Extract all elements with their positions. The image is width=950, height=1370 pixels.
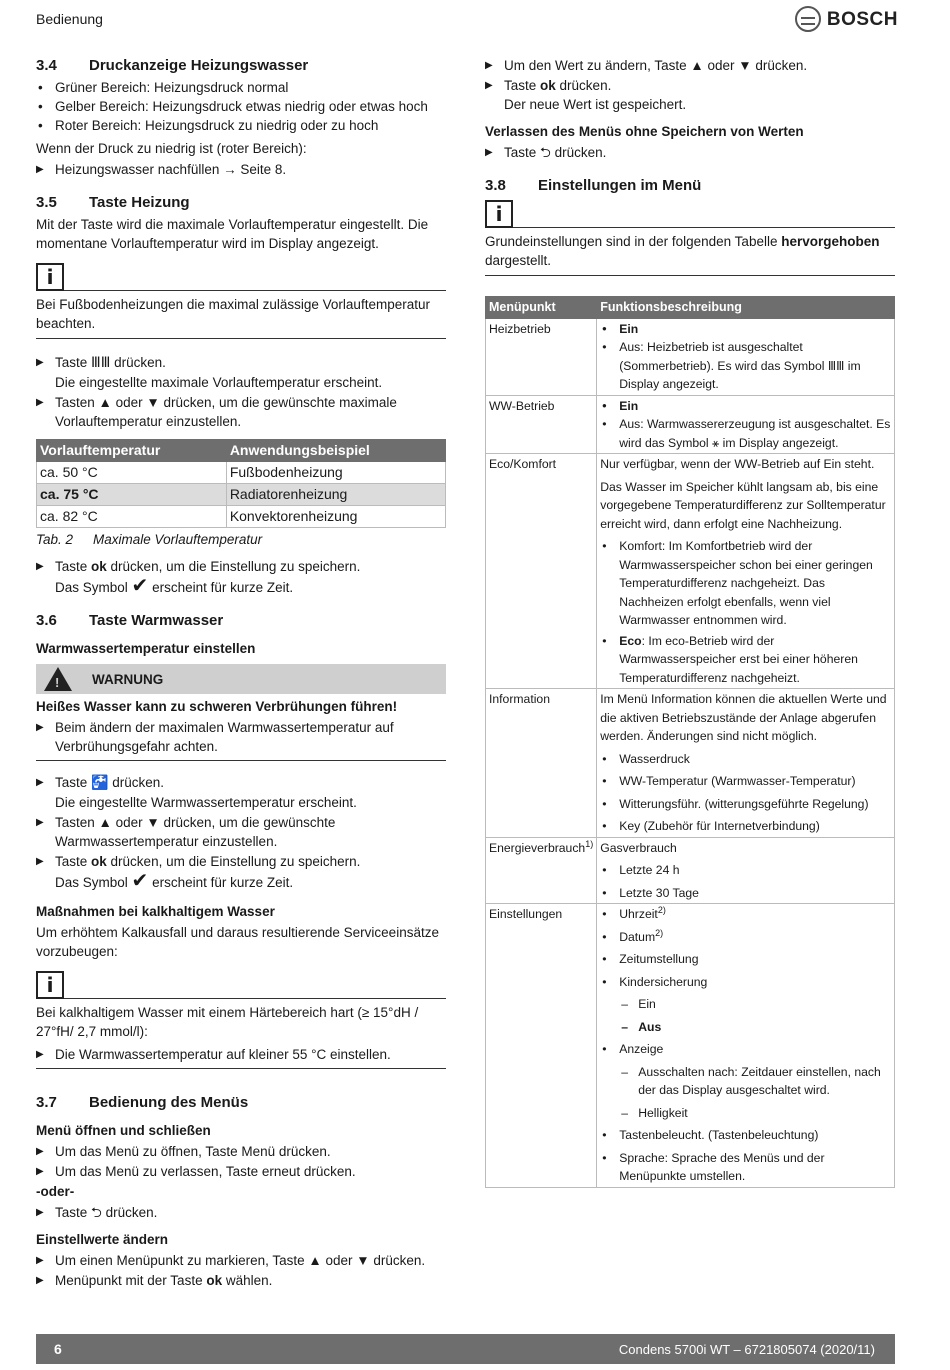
step: ▶ Taste ok drücken. Der neue Wert ist gespeichert. <box>485 76 895 114</box>
warning-triangle-icon <box>44 667 72 691</box>
page-number: 6 <box>54 1340 62 1357</box>
section-heading: 3.6 Taste Warmwasser <box>36 612 224 629</box>
paragraph: Mit der Taste wird die maximale Vorlauftemperatur eingestellt. Die momentane Vorlauftemperatur wird im Display angezeigt. <box>36 217 429 251</box>
info-text: Bei kalkhaltigem Wasser mit einem Härtebereich hart (≥ 15°dH / 27°fH/ 2,7 mmol/l): <box>36 1005 419 1039</box>
document-id: Condens 5700i WT – 6721805074 (2020/11) <box>618 1341 875 1357</box>
checkmark-icon: ✔ <box>131 868 149 892</box>
section-heading: 3.7 Bedienung des Menüs <box>36 1094 249 1111</box>
warning-title: Heißes Wasser kann zu schweren Verbrühungen führen! <box>36 699 398 714</box>
list-item: • Grüner Bereich: Heizungsdruck normal <box>36 78 446 97</box>
brand-name: BOSCH <box>826 8 898 30</box>
step: ▶ Um das Menü zu verlassen, Taste erneut drücken. <box>36 1162 446 1181</box>
info-text: Grundeinstellungen sind in der folgenden Tabelle hervorgehoben dargestellt. <box>485 234 880 268</box>
section-3-7 <box>36 1093 446 1290</box>
flow-temperature-table <box>36 439 446 528</box>
or-text: -oder- <box>36 1184 75 1199</box>
table-row: ca. 82 °C Konvektorenheizung <box>37 506 446 528</box>
subheading: Warmwassertemperatur einstellen <box>36 641 256 656</box>
step: ▶ Taste ⮌ drücken. <box>485 143 895 162</box>
left-column <box>36 56 446 1291</box>
table-caption: Tab. 2 Maximale Vorlauftemperatur <box>36 532 263 547</box>
table-row: Eco/Komfort Nur verfügbar, wenn der WW-Betrieb auf Ein steht. Das Wasser im Speicher kühlt langsam ab, bis eine vorgegebene Temperaturdifferenz zur Solltemperatur erreicht wird, dann erfolgt eine Nachheizung. • Komfort: Im Komfortbetrieb wird der Warmwasserspeicher schon bei einer geringen Temperaturdifferenz nachgeheizt. Das Nachheizen erfolgt ebenfalls, wenn viel Warmwasser entnommen wird. • Eco: Im eco-Betrieb wird der Warmwasserspeicher erst bei einer höheren Temperaturdifferenz nachgeheizt. <box>486 454 895 689</box>
step: ▶ Um den Wert zu ändern, Taste ▲ oder ▼ drücken. <box>485 56 895 75</box>
step: ▶ Tasten ▲ oder ▼ drücken, um die gewünschte maximale Vorlauftemperatur einzustellen. <box>36 393 446 431</box>
list-item: • Roter Bereich: Heizungsdruck zu niedrig oder zu hoch <box>36 116 446 135</box>
paragraph: Um erhöhtem Kalkausfall und daraus resultierende Serviceeinsätze vorzubeugen: <box>36 925 439 959</box>
subheading: Einstellwerte ändern <box>36 1232 169 1247</box>
bosch-armature-icon <box>795 6 821 32</box>
section-heading: 3.4 Druckanzeige Heizungswasser <box>36 57 309 74</box>
section-3-4 <box>36 56 446 179</box>
subheading: Menü öffnen und schließen <box>36 1123 211 1138</box>
step: ▶ Tasten ▲ oder ▼ drücken, um die gewünschte Warmwassertemperatur einzustellen. <box>36 813 446 851</box>
table-row: ca. 75 °C Radiatorenheizung <box>37 484 446 506</box>
table-row: WW-Betrieb • Ein • Aus: Warmwassererzeugung ist ausgeschaltet. Es wird das Symbol ⚹ im Display angezeigt. <box>486 395 895 454</box>
table-header: Vorlauftemperatur <box>37 440 227 462</box>
warning-banner: ! WARNUNG <box>36 664 446 694</box>
step: ▶ Taste ⅢⅢ drücken. Die eingestellte maximale Vorlauftemperatur erscheint. <box>36 353 446 392</box>
step: ▶ Menüpunkt mit der Taste ok wählen. <box>36 1271 446 1290</box>
info-icon: i <box>36 263 64 291</box>
table-row: Energieverbrauch$^{1)}$ Gasverbrauch • Letzte 24 h • Letzte 30 Tage <box>486 837 895 904</box>
step: ▶ Beim ändern der maximalen Warmwassertemperatur auf Verbrühungsgefahr achten. <box>36 718 446 756</box>
step: ▶ Heizungswasser nachfüllen → Seite 8. <box>36 160 446 179</box>
table-row: Information Im Menü Information können die aktuellen Werte und die aktiven Betriebszustände der Anlage abgerufen werden. Änderungen sind nicht möglich. • Wasserdruck • WW-Temperatur (Warmwasser-Temperatur) • Witterungsführ. (witterungsgeführte Regelung) • Key (Zubehör für Internetverbindung) <box>486 689 895 838</box>
info-icon: i <box>36 971 64 999</box>
radiator-icon: ⅢⅢ <box>827 358 845 373</box>
pressure-bullets <box>36 78 446 135</box>
bosch-logo <box>795 6 898 32</box>
section-heading: 3.5 Taste Heizung <box>36 194 190 211</box>
tap-icon: 🚰 <box>91 775 109 791</box>
subheading: Verlassen des Menüs ohne Speichern von Werten <box>485 124 804 139</box>
menu-settings-table <box>485 296 895 1188</box>
table-row: Einstellungen • Uhrzeit$^{2)}$ • Datum$^{2)}$ • Zeitumstellung • Kindersicherung – Ein – Aus • Anzeige – Ausschalten nach: Zeitdauer einstellen, nach der das Display ausgeschaltet wird. – Helligkeit • Tastenbeleucht. (Tastenbeleuchtung) • Sprache: Sprache des Menüs und der Menüpunkte umstellen. <box>486 904 895 1188</box>
table-header: Menüpunkt <box>486 297 597 319</box>
section-3-8 <box>485 176 895 1188</box>
step: ▶ Taste ok drücken, um die Einstellung zu speichern. Das Symbol ✔ erscheint für kurze Zeit. <box>36 852 446 892</box>
table-row: Heizbetrieb • Ein • Aus: Heizbetrieb ist ausgeschaltet (Sommerbetrieb). Es wird das Symbol ⅢⅢ im Display angezeigt. <box>486 318 895 395</box>
table-header: Funktionsbeschreibung <box>597 297 895 319</box>
table-row: ca. 50 °C Fußbodenheizung <box>37 462 446 484</box>
list-item: • Gelber Bereich: Heizungsdruck etwas niedrig oder etwas hoch <box>36 97 446 116</box>
step: ▶ Die Warmwassertemperatur auf kleiner 55 °C einstellen. <box>36 1045 446 1064</box>
section-3-5 <box>36 193 446 597</box>
subheading: Maßnahmen bei kalkhaltigem Wasser <box>36 904 275 919</box>
page-footer <box>36 1334 895 1364</box>
info-note <box>36 263 446 339</box>
section-3-6 <box>36 611 446 1069</box>
step: ▶ Um einen Menüpunkt zu markieren, Taste ▲ oder ▼ drücken. <box>36 1251 446 1270</box>
step: ▶ Taste ⮌ drücken. <box>36 1203 446 1222</box>
table-header: Anwendungsbeispiel <box>226 440 445 462</box>
info-note <box>485 200 895 276</box>
info-text: Bei Fußbodenheizungen die maximal zulässige Vorlauftemperatur beachten. <box>36 297 430 331</box>
step: ▶ Taste ok drücken, um die Einstellung zu speichern. Das Symbol ✔ erscheint für kurze Zeit. <box>36 557 446 597</box>
header-section-title: Bedienung <box>36 11 103 27</box>
checkmark-icon: ✔ <box>131 573 149 597</box>
tap-off-icon: ⚹ <box>712 435 720 450</box>
step: ▶ Um das Menü zu öffnen, Taste Menü drücken. <box>36 1142 446 1161</box>
radiator-icon: ⅢⅢ <box>91 355 111 371</box>
info-note <box>36 971 446 1069</box>
paragraph: Wenn der Druck zu niedrig ist (roter Bereich): <box>36 141 307 156</box>
step: ▶ Taste 🚰 drücken. Die eingestellte Warmwassertemperatur erscheint. <box>36 773 446 812</box>
info-icon: i <box>485 200 513 228</box>
right-column <box>485 56 895 1188</box>
section-heading: 3.8 Einstellungen im Menü <box>485 177 702 194</box>
